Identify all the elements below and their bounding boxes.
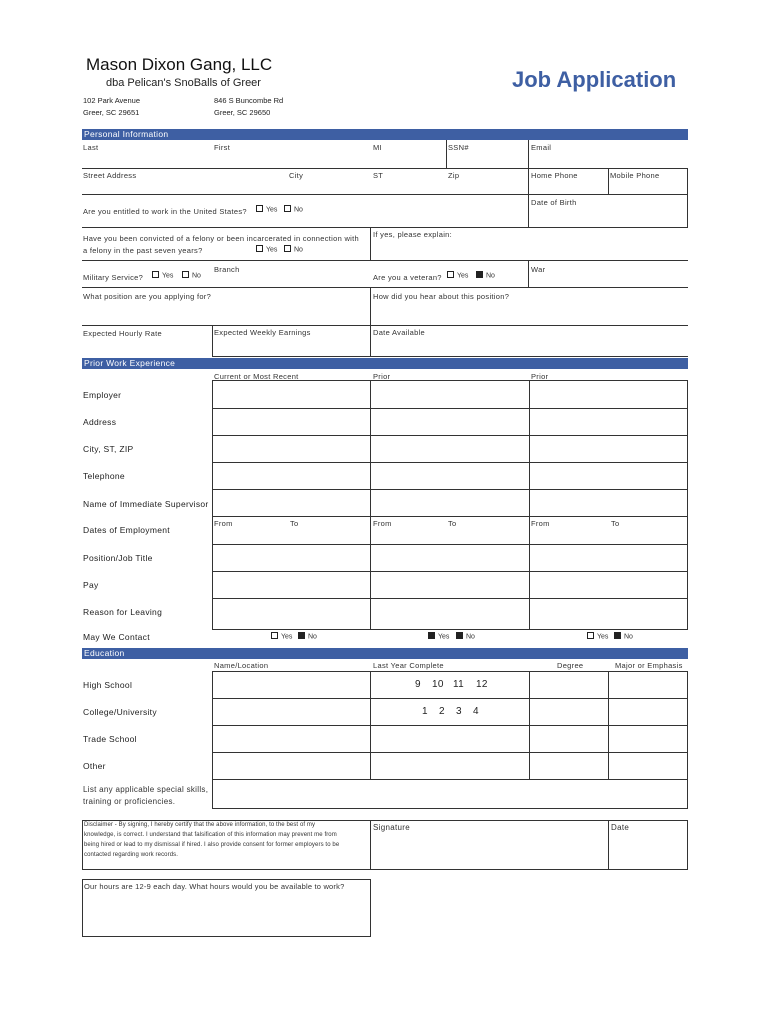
- question-entitled-to-work: Are you entitled to work in the United States?: [83, 207, 247, 216]
- checkbox-checked-icon[interactable]: [298, 632, 305, 639]
- label-to-2: To: [448, 519, 457, 528]
- checkbox-icon[interactable]: [152, 271, 159, 278]
- label-mobile-phone: Mobile Phone: [610, 171, 660, 180]
- checkbox-icon[interactable]: [271, 632, 278, 639]
- felony-no-option[interactable]: [284, 246, 303, 253]
- form-title: Job Application: [512, 67, 677, 92]
- disclaimer-line-4: contacted regarding work records.: [84, 852, 179, 858]
- row-trade-school: Trade School: [83, 734, 137, 744]
- row-position-title: Position/Job Title: [83, 553, 153, 563]
- option-label: No: [192, 272, 201, 280]
- address-2-line-1: 846 S Buncombe Rd: [214, 96, 284, 105]
- felony-yes-option[interactable]: [256, 246, 277, 253]
- column-prior-1: Prior: [373, 372, 391, 381]
- checkbox-icon[interactable]: [256, 205, 263, 212]
- college-year-1[interactable]: 1: [422, 706, 428, 717]
- question-hours-available: Our hours are 12-9 each day. What hours would you be available to work?: [84, 882, 345, 891]
- hs-year-9[interactable]: 9: [415, 679, 421, 690]
- hs-year-12[interactable]: 12: [476, 679, 488, 690]
- option-label: No: [624, 633, 633, 641]
- row-other: Other: [83, 761, 106, 771]
- label-explain: If yes, please explain:: [373, 230, 453, 239]
- column-name-location: Name/Location: [214, 661, 269, 670]
- row-address: Address: [83, 417, 117, 427]
- column-prior-2: Prior: [531, 372, 549, 381]
- column-last-year-complete: Last Year Complete: [373, 661, 444, 670]
- checkbox-checked-icon[interactable]: [456, 632, 463, 639]
- row-high-school: High School: [83, 680, 133, 690]
- contact-3-no-option[interactable]: [614, 633, 633, 640]
- row-telephone: Telephone: [83, 471, 125, 481]
- column-degree: Degree: [557, 661, 584, 670]
- veteran-yes-option[interactable]: [447, 272, 468, 279]
- label-from-2: From: [373, 519, 392, 528]
- contact-3-yes-option[interactable]: [587, 633, 608, 640]
- option-label: Yes: [266, 246, 278, 254]
- row-pay: Pay: [83, 580, 99, 590]
- contact-1-no-option[interactable]: [298, 633, 317, 640]
- row-supervisor: Name of Immediate Supervisor: [83, 499, 209, 509]
- work-grid: [212, 380, 688, 630]
- section-education: Education: [82, 648, 688, 659]
- question-felony-line-2: a felony in the past seven years?: [83, 246, 203, 255]
- option-label: Yes: [266, 206, 278, 214]
- checkbox-checked-icon[interactable]: [428, 632, 435, 639]
- dba-name: dba Pelican's SnoBalls of Greer: [106, 77, 261, 89]
- checkbox-icon[interactable]: [587, 632, 594, 639]
- college-year-3[interactable]: 3: [456, 706, 462, 717]
- skills-input[interactable]: [212, 779, 688, 809]
- row-may-we-contact: May We Contact: [83, 632, 150, 642]
- question-heard-about: How did you hear about this position?: [373, 292, 510, 301]
- veteran-no-option[interactable]: [476, 272, 495, 279]
- section-prior-work-experience: Prior Work Experience: [82, 358, 688, 369]
- label-mi: MI: [373, 143, 382, 152]
- label-from-1: From: [214, 519, 233, 528]
- column-major: Major or Emphasis: [615, 661, 683, 670]
- address-1-line-1: 102 Park Avenue: [83, 96, 140, 105]
- military-no-option[interactable]: [182, 272, 201, 279]
- checkbox-checked-icon[interactable]: [614, 632, 621, 639]
- hs-year-11[interactable]: 11: [453, 679, 464, 690]
- label-war: War: [531, 265, 546, 274]
- option-label: No: [294, 206, 303, 214]
- option-label: No: [466, 633, 475, 641]
- question-veteran: Are you a veteran?: [373, 273, 442, 282]
- label-date-available: Date Available: [373, 328, 426, 337]
- disclaimer-line-2: knowledge, is correct. I understand that falsification of this information may prevent me from: [84, 832, 337, 838]
- option-label: Yes: [438, 633, 450, 641]
- checkbox-checked-icon[interactable]: [476, 271, 483, 278]
- label-signature: Signature: [373, 823, 410, 832]
- label-expected-hourly-rate: Expected Hourly Rate: [83, 329, 162, 338]
- option-label: No: [486, 272, 495, 280]
- skills-label-line-1: List any applicable special skills,: [83, 785, 209, 794]
- entitled-yes-option[interactable]: [256, 206, 277, 213]
- label-home-phone: Home Phone: [531, 171, 578, 180]
- label-expected-weekly-earnings: Expected Weekly Earnings: [214, 328, 311, 337]
- label-to-1: To: [290, 519, 299, 528]
- question-military-service: Military Service?: [83, 273, 144, 282]
- label-zip: Zip: [448, 171, 460, 180]
- address-2-line-2: Greer, SC 29650: [214, 108, 271, 117]
- label-city: City: [289, 171, 304, 180]
- row-employer: Employer: [83, 390, 122, 400]
- label-date-of-birth: Date of Birth: [531, 198, 577, 207]
- row-college: College/University: [83, 707, 157, 717]
- question-position: What position are you applying for?: [83, 292, 212, 301]
- row-reason-for-leaving: Reason for Leaving: [83, 607, 163, 617]
- label-ssn: SSN#: [448, 143, 469, 152]
- option-label: No: [308, 633, 317, 641]
- checkbox-icon[interactable]: [447, 271, 454, 278]
- label-to-3: To: [611, 519, 620, 528]
- label-email: Email: [531, 143, 552, 152]
- label-last: Last: [83, 143, 99, 152]
- checkbox-icon[interactable]: [284, 245, 291, 252]
- college-year-4[interactable]: 4: [473, 706, 479, 717]
- label-date: Date: [611, 823, 630, 832]
- column-current: Current or Most Recent: [214, 372, 299, 381]
- contact-2-yes-option[interactable]: [428, 633, 449, 640]
- option-label: Yes: [457, 272, 469, 280]
- section-personal-information: Personal Information: [82, 129, 688, 140]
- skills-label-line-2: training or proficiencies.: [83, 797, 176, 806]
- checkbox-icon[interactable]: [284, 205, 291, 212]
- checkbox-icon[interactable]: [256, 245, 263, 252]
- disclaimer-line-3: being hired or lead to my dismissal if hired. I also provide consent for former employers to be: [84, 842, 340, 848]
- row-dates-of-employment: Dates of Employment: [83, 525, 170, 535]
- checkbox-icon[interactable]: [182, 271, 189, 278]
- label-first: First: [214, 143, 231, 152]
- option-label: Yes: [597, 633, 609, 641]
- label-state: ST: [373, 171, 384, 180]
- option-label: Yes: [162, 272, 174, 280]
- question-felony-line-1: Have you been convicted of a felony or been incarcerated in connection with: [83, 234, 359, 243]
- label-from-3: From: [531, 519, 550, 528]
- label-street-address: Street Address: [83, 171, 137, 180]
- label-branch: Branch: [214, 265, 240, 274]
- contact-2-no-option[interactable]: [456, 633, 475, 640]
- entitled-no-option[interactable]: [284, 206, 303, 213]
- company-name: Mason Dixon Gang, LLC: [86, 55, 273, 74]
- option-label: Yes: [281, 633, 293, 641]
- row-city-st-zip: City, ST, ZIP: [83, 444, 134, 454]
- contact-1-yes-option[interactable]: [271, 633, 292, 640]
- college-year-2[interactable]: 2: [439, 706, 445, 717]
- disclaimer-line-1: Disclaimer - By signing, I hereby certify that the above information, to the best of my: [84, 822, 316, 828]
- address-1-line-2: Greer, SC 29651: [83, 108, 140, 117]
- military-yes-option[interactable]: [152, 272, 173, 279]
- hs-year-10[interactable]: 10: [432, 679, 444, 690]
- option-label: No: [294, 246, 303, 254]
